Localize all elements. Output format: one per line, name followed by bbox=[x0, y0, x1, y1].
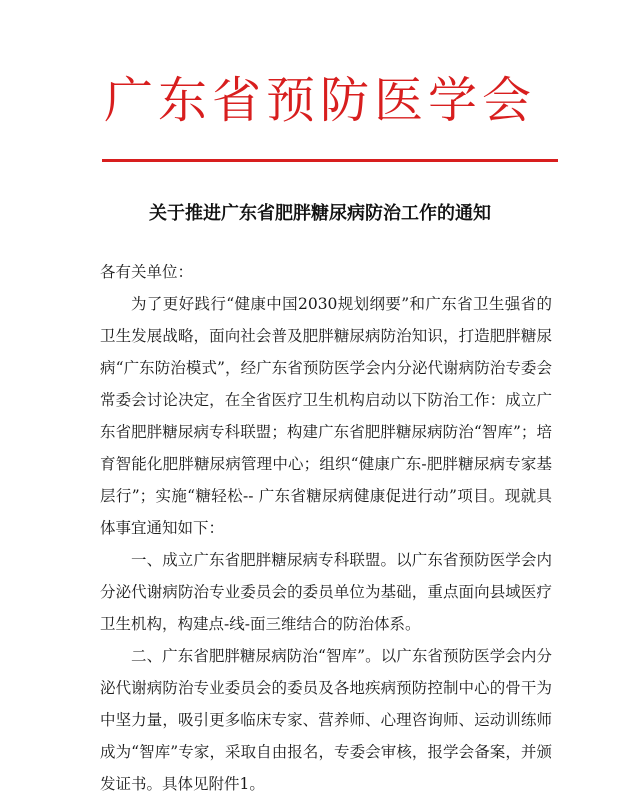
paragraph-intro: 为了更好践行“健康中国2030规划纲要”和广东省卫生强省的卫生发展战略，面向社会普及肥胖糖尿病防治知识，打造肥胖糖尿病“广东防治模式”，经广东省预防医学会内分泌代谢病防治专委会常委会讨论决定，在全省医疗卫生机构启动以下防治工作：成立广东省肥胖糖尿病专科联盟；构建广东省肥胖糖尿病防治“智库”；培育智能化肥胖糖尿病管理中心；组织“健康广东-肥胖糖尿病专家基层行”；实施“糖轻松-- 广东省糖尿病健康促进行动”项目。现就具体事宜通知如下： bbox=[100, 295, 552, 537]
salutation: 各有关单位： bbox=[100, 263, 194, 281]
document-title: 关于推进广东省肥胖糖尿病防治工作的通知 bbox=[149, 203, 491, 224]
paragraph-item-2: 二、广东省肥胖糖尿病防治“智库”。以广东省预防医学会内分泌代谢病防治专业委员会的委员及各地疾病预防控制中心的骨干为中坚力量，吸引更多临床专家、营养师、心理咨询师、运动训练师成为“智库”专家，采取自由报名，专委会审核，报学会备案，并颁发证书。具体见附件1。 bbox=[100, 647, 552, 793]
paragraph-item-1: 一、成立广东省肥胖糖尿病专科联盟。以广东省预防医学会内分泌代谢病防治专业委员会的委员单位为基础，重点面向县域医疗卫生机构，构建点-线-面三维结合的防治体系。 bbox=[100, 551, 552, 633]
organization-header: 广东省预防医学会 bbox=[103, 72, 536, 129]
document-body bbox=[100, 256, 552, 800]
red-divider-line bbox=[102, 159, 558, 162]
